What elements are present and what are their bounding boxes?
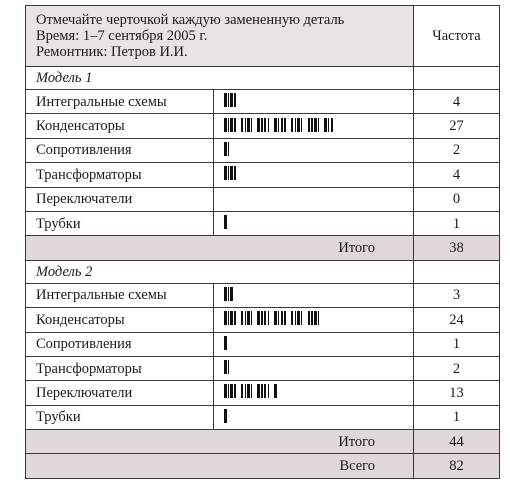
tally-stroke [268, 311, 269, 325]
tally-group [224, 166, 237, 180]
tally-group [291, 118, 304, 132]
tally-stroke [261, 311, 262, 325]
tally-stroke [284, 118, 285, 132]
tally-stroke [257, 384, 260, 398]
tally-stroke [297, 311, 300, 325]
part-frequency: 3 [414, 283, 500, 307]
tally-stroke [331, 118, 334, 132]
tally-stroke [228, 287, 229, 301]
part-frequency: 2 [414, 138, 500, 162]
tally-stroke [297, 118, 300, 132]
tally-stroke [224, 336, 227, 350]
header-row [26, 6, 500, 67]
tally-stroke [224, 93, 227, 107]
part-name: Переключатели [26, 187, 214, 211]
tally-group [241, 118, 254, 132]
tally-group [257, 311, 270, 325]
tally-stroke [251, 384, 252, 398]
tally-stroke [295, 311, 296, 325]
tally-stroke [308, 311, 311, 325]
part-frequency: 1 [414, 332, 500, 356]
tally-stroke [234, 118, 235, 132]
tally-stroke [251, 118, 252, 132]
tally-stroke [228, 118, 229, 132]
tally-group [224, 287, 234, 301]
tally-stroke [264, 311, 267, 325]
part-frequency: 2 [414, 356, 500, 380]
tally-group [224, 93, 237, 107]
part-row [26, 405, 500, 429]
model-row [26, 260, 500, 283]
tally-group [224, 142, 230, 156]
tally-stroke [224, 166, 227, 180]
tally-stroke [224, 360, 227, 374]
tally-marks [214, 187, 414, 211]
part-name: Трансформаторы [26, 163, 214, 187]
part-row [26, 356, 500, 380]
tally-stroke [230, 93, 233, 107]
tally-group [291, 311, 304, 325]
tally-stroke [284, 311, 285, 325]
part-row [26, 187, 500, 211]
tally-group [257, 384, 270, 398]
tally-group [308, 311, 321, 325]
tally-table [25, 5, 500, 479]
subtotal-row [26, 430, 500, 454]
tally-stroke [281, 311, 284, 325]
tally-stroke [224, 311, 227, 325]
tally-stroke [318, 311, 319, 325]
period-text: Время: 1–7 сентября 2005 г. [36, 28, 208, 44]
model-label: Модель 2 [26, 260, 414, 283]
tally-group [308, 118, 321, 132]
subtotal-label: Итого [26, 430, 414, 454]
tally-group [224, 360, 230, 374]
tally-stroke [224, 118, 227, 132]
tally-marks [214, 138, 414, 162]
tally-group [224, 311, 237, 325]
tally-stroke [230, 311, 233, 325]
part-name: Конденсаторы [26, 308, 214, 332]
tally-group [257, 118, 270, 132]
part-frequency: 4 [414, 163, 500, 187]
tally-marks [214, 90, 414, 114]
model-row [26, 67, 500, 90]
part-frequency: 13 [414, 381, 500, 405]
tally-stroke [274, 311, 277, 325]
tally-group [324, 118, 334, 132]
tally-stroke [314, 311, 317, 325]
tally-stroke [301, 118, 302, 132]
tally-stroke [241, 384, 244, 398]
tally-stroke [311, 311, 312, 325]
part-frequency: 1 [414, 211, 500, 235]
tally-stroke [247, 384, 250, 398]
tally-stroke [247, 311, 250, 325]
subtotal-value: 44 [414, 430, 500, 454]
tally-stroke [314, 118, 317, 132]
tally-stroke [247, 118, 250, 132]
part-row [26, 308, 500, 332]
tally-group [224, 409, 228, 423]
tally-marks [214, 405, 414, 429]
tally-stroke [224, 409, 227, 423]
tally-stroke [274, 118, 277, 132]
tally-stroke [251, 311, 252, 325]
grand-total-row [26, 454, 500, 478]
instruction-text: Отмечайте черточкой каждую замененную деталь [36, 12, 345, 28]
tally-stroke [245, 311, 246, 325]
tally-stroke [228, 311, 229, 325]
part-frequency: 1 [414, 405, 500, 429]
model-frequency-empty [414, 67, 500, 90]
part-row [26, 138, 500, 162]
model-frequency-empty [414, 260, 500, 283]
grand-total-label: Всего [26, 454, 414, 478]
tally-stroke [295, 118, 296, 132]
tally-stroke [257, 118, 260, 132]
tally-stroke [241, 118, 244, 132]
repairman-text: Ремонтник: Петров И.И. [36, 44, 188, 60]
tally-stroke [268, 118, 269, 132]
tally-stroke [224, 287, 227, 301]
tally-stroke [228, 93, 229, 107]
part-name: Трубки [26, 211, 214, 235]
tally-stroke [245, 118, 246, 132]
tally-group [224, 336, 228, 350]
tally-stroke [278, 311, 279, 325]
tally-stroke [291, 118, 294, 132]
tally-stroke [261, 118, 262, 132]
grand-total-value: 82 [414, 454, 500, 478]
tally-group [274, 118, 287, 132]
subtotal-label: Итого [26, 236, 414, 260]
tally-stroke [268, 384, 269, 398]
tally-stroke [234, 384, 235, 398]
part-name: Трубки [26, 405, 214, 429]
tally-stroke [318, 118, 319, 132]
tally-marks [214, 163, 414, 187]
tally-group [224, 384, 237, 398]
tally-group [241, 311, 254, 325]
part-frequency: 27 [414, 114, 500, 138]
tally-stroke [264, 118, 267, 132]
tally-stroke [234, 93, 235, 107]
tally-stroke [311, 118, 312, 132]
tally-stroke [224, 384, 227, 398]
tally-marks [214, 283, 414, 307]
part-row [26, 90, 500, 114]
tally-stroke [224, 215, 227, 229]
tally-stroke [324, 118, 327, 132]
tally-stroke [291, 311, 294, 325]
part-name: Сопротивления [26, 332, 214, 356]
frequency-header: Частота [414, 6, 500, 67]
part-name: Трансформаторы [26, 356, 214, 380]
tally-group [241, 384, 254, 398]
part-row [26, 381, 500, 405]
model-label: Модель 1 [26, 67, 414, 90]
tally-stroke [274, 384, 277, 398]
subtotal-value: 38 [414, 236, 500, 260]
part-row [26, 211, 500, 235]
part-name: Переключатели [26, 381, 214, 405]
part-row [26, 163, 500, 187]
tally-stroke [234, 166, 235, 180]
part-row [26, 283, 500, 307]
part-name: Конденсаторы [26, 114, 214, 138]
tally-stroke [228, 384, 229, 398]
tally-stroke [228, 360, 229, 374]
tally-marks [214, 381, 414, 405]
part-row [26, 114, 500, 138]
tally-marks [214, 332, 414, 356]
tally-stroke [241, 311, 244, 325]
tally-stroke [257, 311, 260, 325]
part-name: Интегральные схемы [26, 90, 214, 114]
tally-stroke [228, 142, 229, 156]
tally-stroke [230, 118, 233, 132]
tally-stroke [224, 142, 227, 156]
tally-marks [214, 356, 414, 380]
tally-stroke [278, 118, 279, 132]
tally-group [274, 384, 278, 398]
tally-group [224, 118, 237, 132]
tally-stroke [301, 311, 302, 325]
tally-stroke [228, 166, 229, 180]
tally-stroke [308, 118, 311, 132]
tally-group [274, 311, 287, 325]
part-frequency: 0 [414, 187, 500, 211]
tally-marks [214, 211, 414, 235]
tally-marks [214, 308, 414, 332]
part-frequency: 24 [414, 308, 500, 332]
header-info [26, 6, 414, 67]
tally-stroke [230, 166, 233, 180]
tally-stroke [245, 384, 246, 398]
tally-stroke [230, 287, 233, 301]
tally-stroke [261, 384, 262, 398]
part-frequency: 4 [414, 90, 500, 114]
part-name: Сопротивления [26, 138, 214, 162]
tally-group [224, 215, 228, 229]
tally-stroke [230, 384, 233, 398]
tally-stroke [328, 118, 329, 132]
tally-stroke [281, 118, 284, 132]
tally-marks [214, 114, 414, 138]
part-name: Интегральные схемы [26, 283, 214, 307]
tally-stroke [234, 311, 235, 325]
tally-stroke [264, 384, 267, 398]
subtotal-row [26, 236, 500, 260]
part-row [26, 332, 500, 356]
